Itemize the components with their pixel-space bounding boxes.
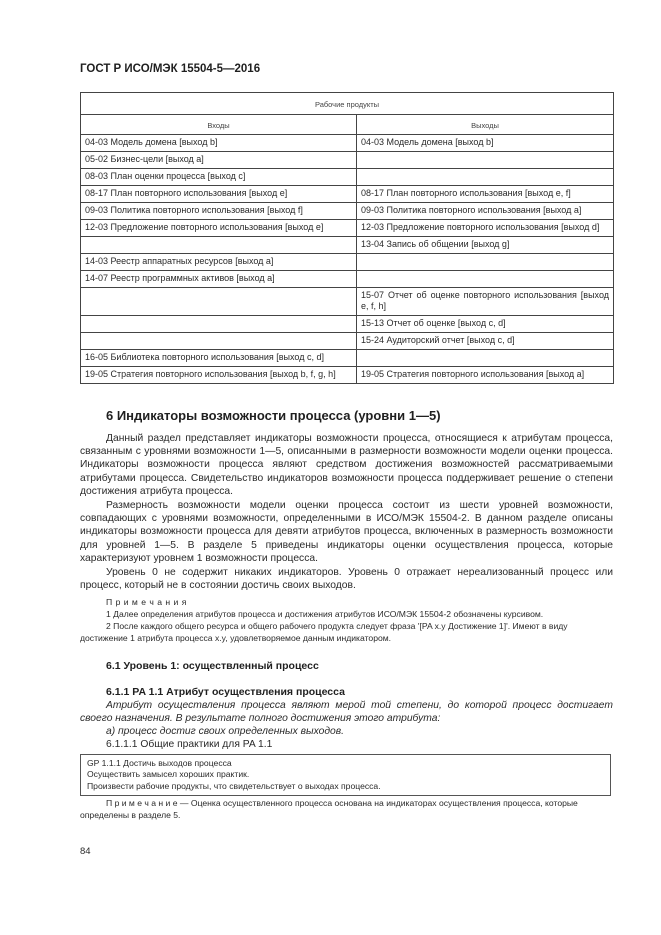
output-cell	[357, 271, 614, 288]
gp-line-3: Произвести рабочие продукты, что свидетельствует о выходах процесса.	[87, 780, 381, 791]
work-products-table	[80, 92, 614, 384]
generic-practices-heading: 6.1.1.1 Общие практики для PA 1.1	[106, 739, 273, 750]
output-cell: 04-03 Модель домена [выход b]	[357, 135, 614, 152]
note-2-text: 2 После каждого общего ресурса и общего рабочего продукта следует фраза '[PA x.y Достижение 1]'. Имеют в виду достижение 1 атрибута процесса x.y, удовлетворяемое данным индикатором.	[80, 621, 568, 643]
document-header: ГОСТ Р ИСО/МЭК 15504-5—2016	[80, 63, 261, 75]
table-row	[81, 367, 614, 384]
attribute-definition	[80, 699, 613, 725]
table-row	[81, 333, 614, 350]
table-row	[81, 169, 614, 186]
table-row	[81, 288, 614, 316]
output-cell: 13-04 Запись об общении [выход g]	[357, 237, 614, 254]
outcome-item-a: a) процесс достиг своих определенных выходов.	[106, 726, 344, 737]
table-row	[81, 271, 614, 288]
generic-practice-box	[80, 754, 611, 796]
output-cell: 12-03 Предложение повторного использования [выход d]	[357, 220, 614, 237]
input-cell: 19-05 Стратегия повторного использования [выход b, f, g, h]	[81, 367, 357, 384]
section-6-1-1-title: 6.1.1 PA 1.1 Атрибут осуществления процесса	[106, 686, 345, 698]
input-cell: 14-03 Реестр аппаратных ресурсов [выход a]	[81, 254, 357, 271]
gp-line-1: GP 1.1.1 Достичь выходов процесса	[87, 758, 232, 768]
section-6-1-note-text: П р и м е ч а н и е — Оценка осуществленного процесса основана на индикаторах осуществления процесса, которые определены в разделе 5.	[80, 798, 578, 820]
table-row	[81, 203, 614, 220]
input-cell: 08-03 План оценки процесса [выход c]	[81, 169, 357, 186]
section-6-1-title: 6.1 Уровень 1: осуществленный процесс	[106, 660, 319, 672]
input-cell: 14-07 Реестр программных активов [выход a]	[81, 271, 357, 288]
output-cell: 09-03 Политика повторного использования [выход a]	[357, 203, 614, 220]
input-cell: 12-03 Предложение повторного использования [выход e]	[81, 220, 357, 237]
table-row	[81, 135, 614, 152]
note-2	[80, 621, 613, 644]
attribute-definition-text: Атрибут осуществления процесса являют мерой той степени, до которой процесс достигает своего назначения. В результате полного достижения этого атрибута:	[80, 700, 613, 725]
input-cell: 08-17 План повторного использования [выход e]	[81, 186, 357, 203]
notes-label: П р и м е ч а н и я	[106, 597, 187, 607]
table-row	[81, 152, 614, 169]
output-cell: 08-17 План повторного использования [выход e, f]	[357, 186, 614, 203]
output-cell: 15-07 Отчет об оценке повторного использования [выход e, f, h]	[357, 288, 614, 316]
input-cell: 05-02 Бизнес-цели [выход a]	[81, 152, 357, 169]
column-header-outputs: Выходы	[357, 115, 614, 135]
table-title-row	[81, 93, 614, 115]
paragraph-text: Уровень 0 не содержит никаких индикаторов. Уровень 0 отражает нереализованный процесс или процесс, который не в состоянии достичь своих выходов.	[80, 567, 613, 592]
input-cell: 04-03 Модель домена [выход b]	[81, 135, 357, 152]
input-cell	[81, 237, 357, 254]
table-row	[81, 254, 614, 271]
section-6-paragraph-3	[80, 566, 613, 592]
table-header-row	[81, 115, 614, 135]
output-cell: 15-24 Аудиторский отчет [выход c, d]	[357, 333, 614, 350]
section-6-1-note	[80, 798, 613, 821]
section-6-paragraph-1	[80, 432, 613, 498]
page-number: 84	[80, 846, 91, 857]
column-header-inputs: Входы	[81, 115, 357, 135]
table-title: Рабочие продукты	[81, 93, 614, 115]
paragraph-text: Размерность возможности модели оценки процесса состоит из шести уровней возможности, совпадающих с уровнями возможности, определенными в ИСО/МЭК 15504-2. В данном разделе описаны индикаторы возможности процесса для девяти атрибутов процесса, включенных в размерность возможности для уровней 1—5. В разделе 5 приведены индикаторы оценки осуществления процесса, которые характеризуют уровнем 1 возможности процесса.	[80, 500, 613, 564]
table-row	[81, 316, 614, 333]
input-cell: 09-03 Политика повторного использования [выход f]	[81, 203, 357, 220]
note-1-text: 1 Далее определения атрибутов процесса и достижения атрибутов ИСО/МЭК 15504-2 обозначены курсивом.	[106, 609, 544, 619]
output-cell	[357, 350, 614, 367]
input-cell	[81, 288, 357, 316]
table-row	[81, 220, 614, 237]
input-cell: 16-05 Библиотека повторного использования [выход c, d]	[81, 350, 357, 367]
output-cell	[357, 169, 614, 186]
input-cell	[81, 333, 357, 350]
section-6-paragraph-2	[80, 499, 613, 565]
output-cell: 19-05 Стратегия повторного использования [выход a]	[357, 367, 614, 384]
output-cell	[357, 152, 614, 169]
output-cell: 15-13 Отчет об оценке [выход c, d]	[357, 316, 614, 333]
table-row	[81, 350, 614, 367]
note-1	[80, 609, 613, 621]
output-cell	[357, 254, 614, 271]
table-row	[81, 237, 614, 254]
paragraph-text: Данный раздел представляет индикаторы возможности процесса, относящиеся к атрибутам процесса, связанным с уровнями возможности 1—5, описанными в размерности возможности модели оценки процесса. Индикаторы возможности процесса являют средством достижения возможностей рассматриваемыми атрибутами процесса. Свидетельство индикаторов возможности процесса поддерживает решение о степени достижения атрибута процесса.	[80, 433, 613, 497]
gp-line-2: Осуществить замысел хороших практик.	[87, 769, 250, 780]
input-cell	[81, 316, 357, 333]
table-row	[81, 186, 614, 203]
section-6-title: 6 Индикаторы возможности процесса (уровни 1—5)	[106, 408, 441, 423]
